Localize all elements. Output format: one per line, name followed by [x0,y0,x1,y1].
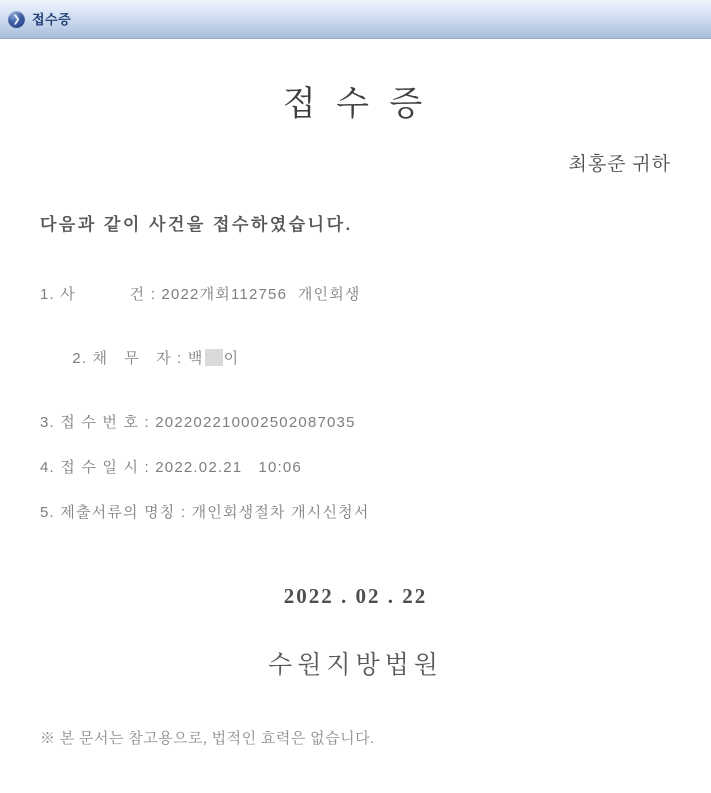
debtor-name-suffix: 이 [223,350,240,367]
recipient-name: 최홍준 귀하 [568,154,671,175]
redacted-name-box [205,349,223,366]
receipt-title: 접 수 증 [282,86,429,123]
receipt-field-list [40,285,671,522]
issue-date: 2022 . 02 . 22 [283,584,428,608]
chevron-right-circle-icon: ❯ [8,11,25,28]
receipt-item-datetime: 4. 접 수 일 시 : 2022.02.21 10:06 [40,459,302,476]
receipt-item-case: 1. 사 건 : 2022개회112756 개인회생 [40,286,361,303]
intro-statement: 다음과 같이 사건을 접수하였습니다. [40,215,353,234]
receipt-item-debtor [40,330,671,387]
debtor-label-and-name: 2. 채 무 자 : 백 [72,350,204,367]
receipt-item-number: 3. 접 수 번 호 : 202202210002502087035 [40,414,356,431]
receipt-item-doc-title: 5. 제출서류의 명칭 : 개인회생절차 개시신청서 [40,504,370,521]
court-name: 수원지방법원 [268,652,443,679]
receipt-document [0,76,711,748]
section-title: 접수증 [32,12,72,27]
disclaimer-note: ※ 본 문서는 참고용으로, 법적인 효력은 없습니다. [40,731,375,747]
section-header-bar [0,0,711,39]
